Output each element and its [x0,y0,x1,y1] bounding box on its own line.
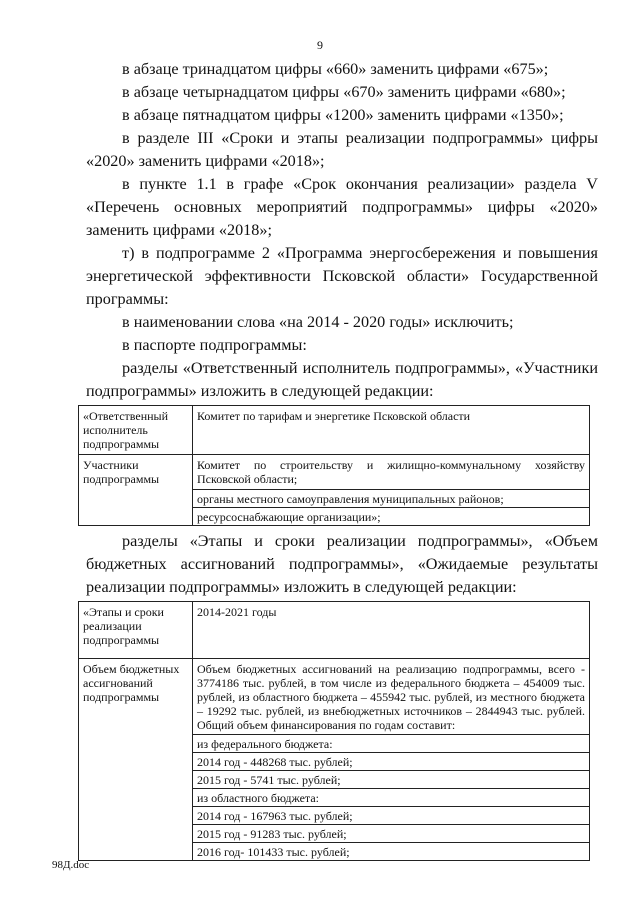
cell-line: 2014 год - 167963 тыс. рублей; [193,806,589,824]
row-label-budget: Объем бюджетных ассигнований подпрограммы [79,659,193,861]
document-body [83,58,598,861]
cell-line: ресурсоснабжающие организации»; [193,507,589,525]
paragraph-title-change: в наименовании слова «на 2014 - 2020 годы» исключить; [122,313,514,331]
paragraph-section-iii: в разделе III «Сроки и этапы реализации подпрограммы» цифры «2020» заменить цифрами «2018»; [86,129,598,170]
paragraph-14th-clause: в абзаце четырнадцатом цифры «670» заменить цифрами «680»; [122,83,566,101]
paragraph-sections-responsible: разделы «Ответственный исполнитель подпрограммы», «Участники подпрограммы» изложить в следующей редакции: [86,359,598,400]
cell-line: из областного бюджета: [193,788,589,806]
cell-line: Объем бюджетных ассигнований на реализацию подпрограммы, всего - 3774186 тыс. рублей, в том числе из федерального бюджета – 454009 тыс. рублей, из областного бюджета – 455942 тыс. рублей, из местного бюджета – 19292 тыс. рублей, из внебюджетных источников – 2844943 тыс. рублей. Общий объем финансирования по годам составит: [197,662,585,732]
paragraph-13th-clause: в абзаце тринадцатом цифры «660» заменить цифрами «675»; [122,60,549,78]
row-value-participants [193,455,590,526]
table-row [79,455,590,526]
cell-line: 2015 год - 91283 тыс. рублей; [193,824,589,842]
cell-line: 2014 год - 448268 тыс. рублей; [193,752,589,770]
paragraph-passport: в паспорте подпрограммы: [122,336,307,354]
cell-line: 2016 год- 101433 тыс. рублей; [193,842,589,860]
row-value-responsible [193,406,590,455]
table-responsible-participants [78,405,590,526]
table-row [79,602,590,659]
row-label-participants: Участники подпрограммы [79,455,193,526]
row-label-stages: «Этапы и сроки реализации подпрограммы [79,602,193,659]
paragraph-15th-clause: в абзаце пятнадцатом цифры «1200» заменить цифрами «1350»; [122,106,564,124]
paragraph-item-t: т) в подпрограмме 2 «Программа энергосбережения и повышения энергетической эффективности Псковской области» Государственной программы: [86,244,598,308]
cell-line: 2014-2021 годы [197,605,277,619]
cell-line: 2015 год - 5741 тыс. рублей; [193,770,589,788]
cell-line: Комитет по тарифам и энергетике Псковской области [197,409,471,423]
cell-line: Комитет по строительству и жилищно-коммунальному хозяйству Псковской области; [197,458,585,486]
table-row [79,406,590,455]
page-number: 9 [317,38,323,52]
cell-line: органы местного самоуправления муниципальных районов; [193,489,589,507]
footer-filename: 98Д.doc [52,859,90,871]
paragraph-sections-stages: разделы «Этапы и сроки реализации подпрограммы», «Объем бюджетных ассигнований подпрограммы», «Ожидаемые результаты реализации подпрограммы» изложить в следующей редакции: [86,532,598,596]
cell-line: из федерального бюджета: [193,734,589,752]
row-label-responsible: «Ответственный исполнитель подпрограммы [79,406,193,455]
table-stages-budget [78,601,590,861]
row-value-budget [193,659,590,861]
table-row [79,659,590,861]
row-value-stages [193,602,590,659]
paragraph-point-1-1: в пункте 1.1 в графе «Срок окончания реализации» раздела V «Перечень основных мероприятий подпрограммы» цифры «2020» заменить цифрами «2018»; [86,175,598,239]
